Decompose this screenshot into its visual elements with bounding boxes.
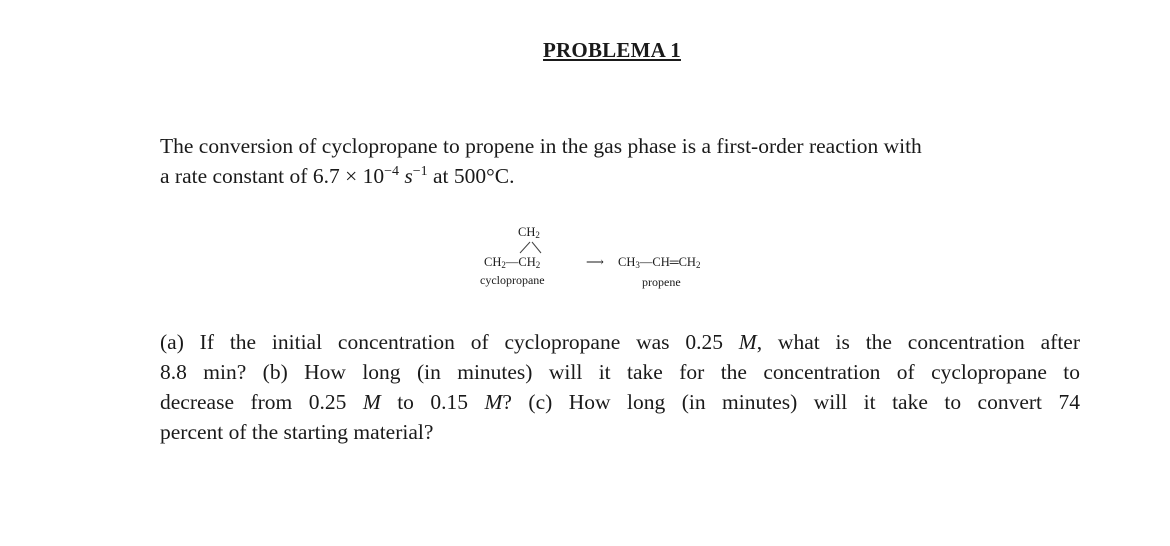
propene-formula: $CH_3—CH═CH_2$ [618, 255, 701, 270]
rate-unit: s [404, 164, 413, 188]
propene-label: propene [642, 275, 681, 289]
problem-title: PROBLEMA 1 [543, 38, 681, 62]
question-line-1: (a) If the initial concentration of cyclopropane was 0.25 M, what is the concentration after [160, 330, 1080, 354]
cyclopropane-bottom-carbons: $CH_2—CH_2$ [484, 255, 541, 270]
intro-line-1: The conversion of cyclopropane to propene in the gas phase is a first-order reaction with [160, 134, 922, 158]
ring-bonds-graphic [510, 239, 550, 255]
intro-line-2 [160, 161, 1080, 191]
temperature-text: at 500°C. [427, 164, 515, 188]
intro-paragraph [160, 131, 1080, 191]
reaction-scheme [470, 225, 740, 295]
rate-unit-exponent: −1 [412, 164, 428, 179]
question-line-3: decrease from 0.25 M to 0.15 M? (c) How long (in minutes) will it take to convert 74 [160, 390, 1080, 414]
reaction-arrow-icon: ⟶ [586, 255, 604, 269]
cyclopropane-label: cyclopropane [480, 273, 545, 287]
question-line-4: percent of the starting material? [160, 420, 434, 444]
rate-exponent: −4 [384, 164, 399, 179]
question-line-2: 8.8 min? (b) How long (in minutes) will it take for the concentration of cyclopropane to [160, 360, 1080, 384]
rate-constant-text: a rate constant of 6.7 × 10 [160, 164, 385, 188]
question-paragraph [160, 327, 1080, 447]
cyclopropane-top-carbon: $CH_2$ [518, 225, 540, 240]
